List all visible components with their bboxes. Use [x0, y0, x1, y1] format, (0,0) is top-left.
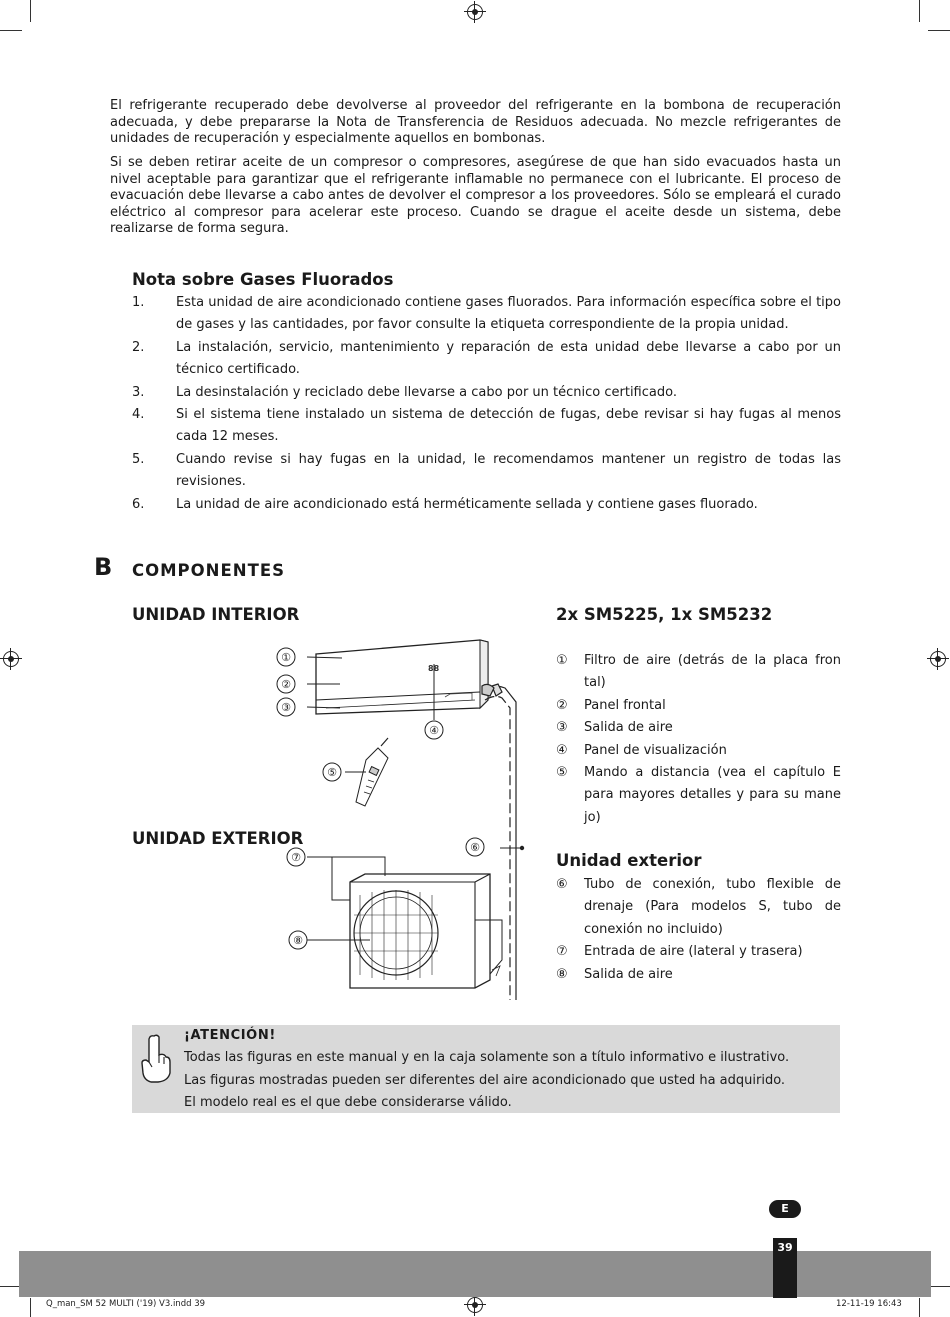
- attention-box: [132, 1025, 840, 1113]
- label-5: ⑤: [327, 766, 337, 779]
- item-text: Entrada de aire (lateral y trasera): [584, 944, 803, 960]
- item-number: 5.: [132, 451, 145, 467]
- item-number: 3.: [132, 384, 145, 400]
- display-text: 88: [428, 664, 440, 673]
- item-text: Tubo de conexión, tubo flexible de drenaje (Para modelos S, tubo de conexión no incluido): [584, 877, 841, 937]
- components-diagram: [270, 630, 540, 1000]
- list-item: [132, 449, 841, 494]
- item-number: 4.: [132, 407, 145, 423]
- indoor-components-list: [556, 650, 841, 829]
- list-item: [132, 494, 841, 516]
- item-text: Salida de aire: [584, 966, 673, 982]
- list-item: [556, 762, 841, 829]
- attention-text: [184, 1047, 789, 1115]
- item-number: ⑥: [556, 877, 568, 892]
- indoor-unit-illustration: [316, 640, 488, 714]
- crop-mark: [30, 1298, 31, 1317]
- registration-mark: [3, 651, 19, 667]
- crop-mark: [919, 1298, 920, 1317]
- list-item: [556, 941, 841, 963]
- list-item: [556, 717, 841, 739]
- item-number: ①: [556, 653, 568, 668]
- list-item: [556, 740, 841, 762]
- registration-mark: [930, 651, 946, 667]
- item-number: 6.: [132, 496, 145, 512]
- item-text: Mando a distancia (vea el capítulo E para mayores detalles y para su mane jo): [584, 765, 841, 825]
- item-number: ⑤: [556, 765, 568, 781]
- list-item: [132, 337, 841, 382]
- label-8: ⑧: [293, 934, 303, 947]
- section-title: COMPONENTES: [132, 561, 285, 580]
- registration-mark: [467, 1297, 483, 1313]
- paragraph: Si se deben retirar aceite de un compresor o compresores, asegúrese de que han sido evacuados hasta un nivel aceptable para garantizar que el refrigerante inflamable no permanece con el lubricante. El proceso de evacuación debe llevarse a cabo antes de devolver el compresor a los proveedores. Sólo se empleará el curado eléctrico al compresor para acelerar este proceso. Cuando se drague el aceite desde un sistema, debe realizarse de forma segura.: [110, 155, 841, 237]
- outdoor-unit-illustration: [350, 874, 502, 988]
- outdoor-subtitle: Unidad exterior: [556, 851, 702, 870]
- paragraph: El refrigerante recuperado debe devolverse al proveedor del refrigerante en la bombona de recuperación adecuada, y debe prepararse la Nota de Transferencia de Residuos adecuada. No mezcle refrigerantes de unidades de recuperación y especialmente aquellos en bombonas.: [110, 98, 841, 147]
- registration-mark: [467, 4, 483, 20]
- label-7: ⑦: [291, 851, 301, 864]
- label-3: ③: [281, 701, 291, 714]
- gases-note-title: Nota sobre Gases Fluorados: [132, 270, 394, 289]
- crop-mark: [928, 30, 950, 31]
- section-letter: B: [94, 553, 113, 581]
- pointing-hand-icon: [138, 1033, 172, 1085]
- label-2: ②: [281, 678, 291, 691]
- crop-mark: [30, 0, 31, 22]
- label-6: ⑥: [470, 841, 480, 854]
- outdoor-title: UNIDAD EXTERIOR: [132, 829, 304, 848]
- footer-date: 12-11-19 16:43: [836, 1299, 902, 1309]
- attention-title: ¡ATENCIÓN!: [184, 1028, 276, 1043]
- models-title: 2x SM5225, 1x SM5232: [556, 605, 773, 624]
- crop-mark: [919, 0, 920, 22]
- attention-line: Las figuras mostradas pueden ser diferentes del aire acondicionado que usted ha adquirido.: [184, 1072, 786, 1088]
- item-text: Panel frontal: [584, 697, 666, 713]
- item-text: La desinstalación y reciclado debe llevarse a cabo por un técnico certificado.: [176, 384, 677, 400]
- item-number: ②: [556, 697, 568, 713]
- label-1: ①: [281, 651, 291, 664]
- list-item: [556, 695, 841, 717]
- list-item: [132, 404, 841, 449]
- attention-line: El modelo real es el que debe considerarse válido.: [184, 1095, 512, 1111]
- item-number: ④: [556, 742, 568, 758]
- crop-mark: [928, 1286, 950, 1287]
- item-text: Si el sistema tiene instalado un sistema de detección de fugas, debe revisar si hay fugas al menos cada 12 meses.: [176, 407, 841, 445]
- item-number: ⑧: [556, 966, 568, 982]
- label-4: ④: [429, 724, 439, 737]
- outdoor-components-list: [556, 874, 841, 986]
- item-text: Esta unidad de aire acondicionado contiene gases fluorados. Para información específica sobre el tipo de gases y las cantidades, por favor consulte la etiqueta correspondiente de la propia unidad.: [176, 295, 841, 333]
- crop-mark: [0, 30, 22, 31]
- item-number: ③: [556, 720, 568, 736]
- item-text: Panel de visualización: [584, 742, 727, 758]
- language-badge: E: [769, 1200, 801, 1218]
- footer-file: Q_man_SM 52 MULTI ('19) V3.indd 39: [46, 1299, 206, 1309]
- list-item: [132, 382, 841, 404]
- gases-note-list: [132, 292, 841, 516]
- list-item: [556, 874, 841, 941]
- list-item: [556, 650, 841, 695]
- page-number: 39: [773, 1238, 797, 1298]
- list-item: [556, 964, 841, 986]
- item-number: 1.: [132, 295, 145, 310]
- indoor-title: UNIDAD INTERIOR: [132, 605, 300, 624]
- item-text: Salida de aire: [584, 720, 673, 736]
- item-text: La unidad de aire acondicionado está herméticamente sellada y contiene gases fluorado.: [176, 496, 758, 512]
- list-item: [132, 292, 841, 337]
- item-number: 2.: [132, 339, 145, 355]
- attention-line: Todas las figuras en este manual y en la caja solamente son a título informativo e ilustrativo.: [184, 1050, 790, 1065]
- item-number: ⑦: [556, 944, 568, 960]
- item-text: La instalación, servicio, mantenimiento y reparación de esta unidad debe llevarse a cabo por un técnico certificado.: [176, 339, 841, 378]
- item-text: Filtro de aire (detrás de la placa fron tal): [584, 653, 841, 691]
- item-text: Cuando revise si hay fugas en la unidad, le recomendamos mantener un registro de todas las revisiones.: [176, 451, 841, 490]
